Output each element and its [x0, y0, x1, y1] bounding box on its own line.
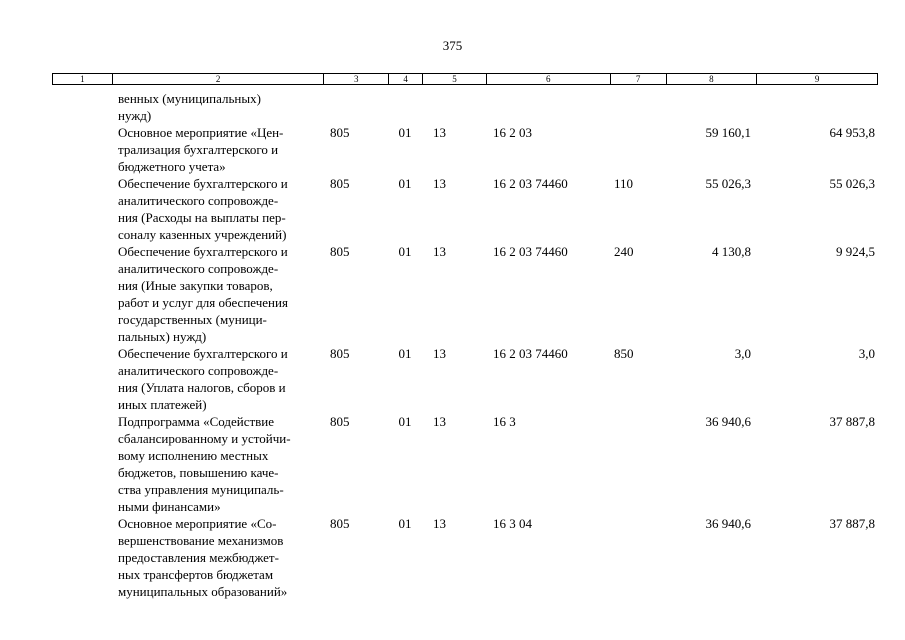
cell-col-5: 13 — [433, 516, 446, 531]
cell-col-9 — [757, 90, 878, 124]
cell-col-7 — [610, 124, 666, 175]
cell-col-1 — [52, 515, 111, 600]
cell-col-8 — [666, 90, 757, 124]
cell-col-6: 16 2 03 — [493, 125, 532, 140]
table-row — [52, 413, 878, 515]
cell-col-7 — [610, 90, 666, 124]
table-row — [52, 515, 878, 600]
cell-name: Основное мероприятие «Цен- трализация бухгалтерского и бюджетного учета» — [118, 125, 284, 174]
cell-col-1 — [52, 90, 111, 124]
header-col-5: 5 — [422, 74, 486, 84]
cell-col-9: 55 026,3 — [829, 176, 875, 191]
header-col-7: 7 — [610, 74, 666, 84]
header-col-1: 1 — [80, 74, 85, 84]
cell-col-9: 37 887,8 — [829, 414, 875, 429]
cell-name: Обеспечение бухгалтерского и аналитического сопровожде- ния (Иные закупки товаров, работ и услуг для обеспечения государственных (муници- пальных) нужд) — [118, 244, 288, 344]
cell-col-7: 850 — [614, 346, 634, 361]
cell-col-9: 9 924,5 — [836, 244, 875, 259]
cell-col-3 — [323, 90, 388, 124]
cell-col-9: 3,0 — [858, 346, 875, 361]
page-number: 375 — [442, 38, 463, 53]
cell-col-7: 240 — [614, 244, 634, 259]
cell-col-6: 16 3 04 — [493, 516, 532, 531]
cell-col-6 — [486, 90, 610, 124]
cell-name: венных (муниципальных) нужд) — [118, 91, 261, 123]
table-row — [52, 90, 878, 124]
header-col-6: 6 — [486, 74, 610, 84]
cell-col-6: 16 3 — [493, 414, 516, 429]
cell-col-1 — [52, 345, 111, 413]
cell-col-1 — [52, 124, 111, 175]
cell-name: Обеспечение бухгалтерского и аналитического сопровожде- ния (Уплата налогов, сборов и иных платежей) — [118, 346, 288, 412]
cell-col-8: 3,0 — [734, 346, 751, 361]
cell-col-3: 805 — [330, 516, 350, 531]
table-row — [52, 345, 878, 413]
table-header-row — [52, 73, 878, 85]
cell-col-5: 13 — [433, 176, 446, 191]
cell-col-9: 37 887,8 — [829, 516, 875, 531]
header-col-8: 8 — [666, 74, 757, 84]
cell-col-4: 01 — [398, 244, 412, 259]
table-row — [52, 243, 878, 345]
cell-col-7 — [610, 515, 666, 600]
cell-col-8: 4 130,8 — [712, 244, 751, 259]
cell-col-4: 01 — [398, 414, 412, 429]
cell-name: Подпрограмма «Содействие сбалансированному и устойчи- вому исполнению местных бюджетов, повышению каче- ства управления муниципаль- ными финансами» — [118, 414, 291, 514]
cell-col-5: 13 — [433, 125, 446, 140]
header-col-2: 2 — [112, 74, 323, 84]
cell-col-4: 01 — [398, 125, 412, 140]
cell-col-1 — [52, 175, 111, 243]
cell-col-4: 01 — [398, 346, 412, 361]
cell-col-5: 13 — [433, 244, 446, 259]
cell-col-1 — [52, 243, 111, 345]
cell-col-9: 64 953,8 — [829, 125, 875, 140]
cell-col-3: 805 — [330, 244, 350, 259]
cell-col-3: 805 — [330, 346, 350, 361]
cell-col-6: 16 2 03 74460 — [493, 176, 568, 191]
cell-col-8: 36 940,6 — [705, 414, 751, 429]
header-col-4: 4 — [388, 74, 422, 84]
cell-col-3: 805 — [330, 125, 350, 140]
cell-name: Обеспечение бухгалтерского и аналитического сопровожде- ния (Расходы на выплаты пер- соналу казенных учреждений) — [118, 176, 288, 242]
cell-col-1 — [52, 413, 111, 515]
header-col-3: 3 — [323, 74, 388, 84]
cell-col-5 — [422, 90, 486, 124]
cell-col-3: 805 — [330, 414, 350, 429]
cell-col-6: 16 2 03 74460 — [493, 346, 568, 361]
cell-col-8: 55 026,3 — [705, 176, 751, 191]
cell-col-7: 110 — [614, 176, 634, 191]
cell-col-8: 36 940,6 — [705, 516, 751, 531]
table-row — [52, 175, 878, 243]
cell-col-7 — [610, 413, 666, 515]
table-row — [52, 124, 878, 175]
header-col-9: 9 — [756, 74, 877, 84]
cell-col-4: 01 — [398, 176, 412, 191]
cell-col-3: 805 — [330, 176, 350, 191]
cell-col-6: 16 2 03 74460 — [493, 244, 568, 259]
cell-col-5: 13 — [433, 346, 446, 361]
cell-col-4 — [388, 90, 422, 124]
cell-col-8: 59 160,1 — [705, 125, 751, 140]
cell-col-5: 13 — [433, 414, 446, 429]
table-body — [52, 90, 878, 600]
cell-col-4: 01 — [398, 516, 412, 531]
cell-name: Основное мероприятие «Со- вершенствование механизмов предоставления межбюджет- ных трансфертов бюджетам муниципальных образований» — [118, 516, 288, 599]
